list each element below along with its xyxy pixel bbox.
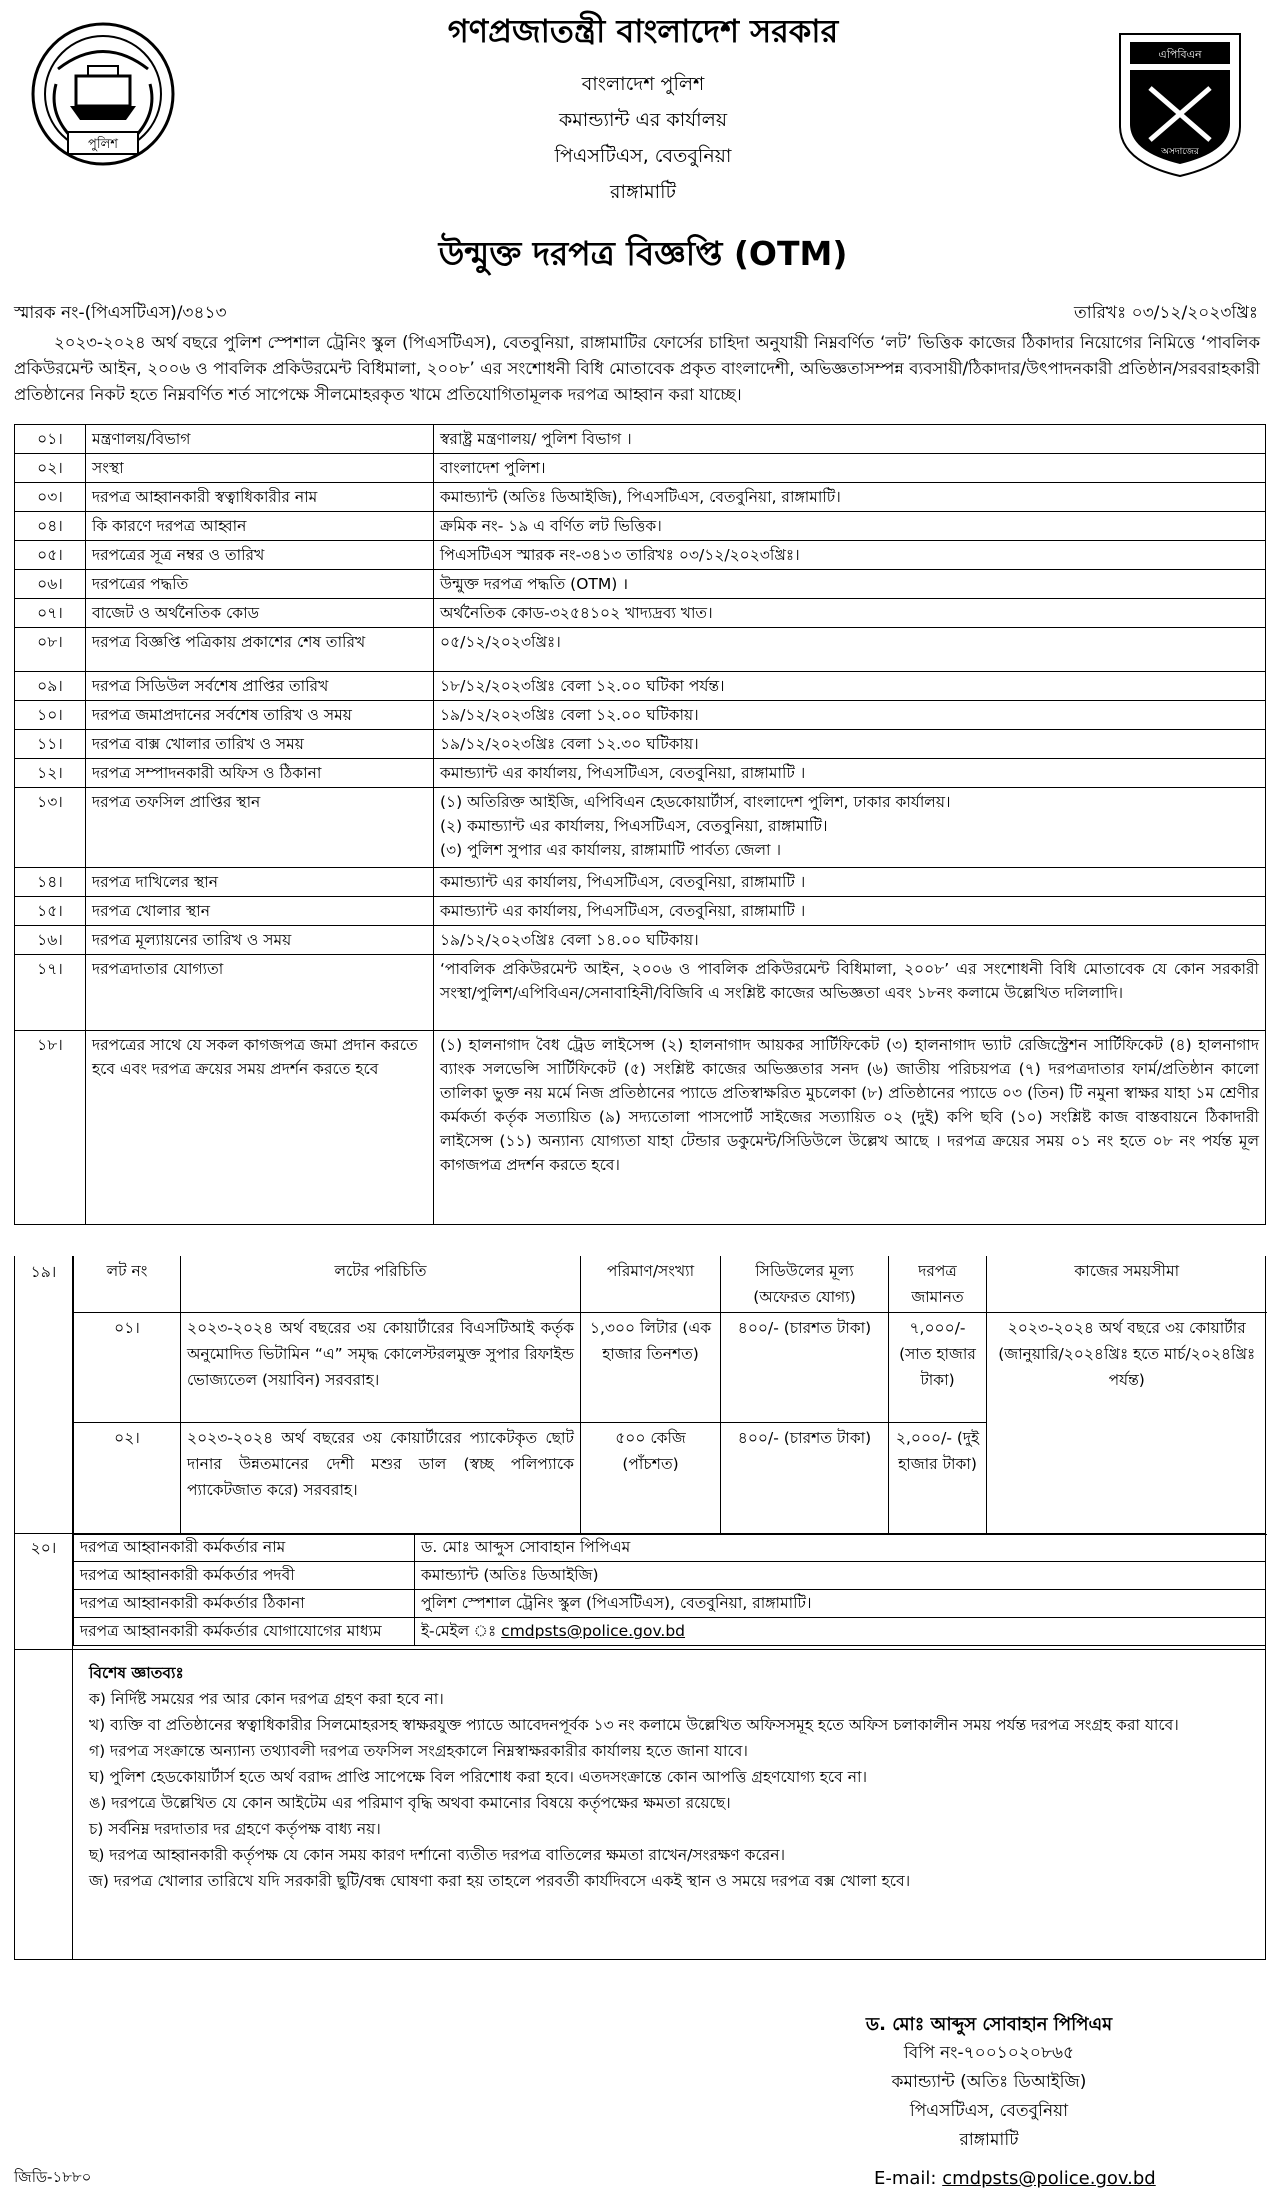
detail-row — [15, 599, 1266, 628]
officer-row — [74, 1618, 1267, 1646]
lot-header-desc: লটের পরিচিতি — [181, 1256, 581, 1313]
row-label: দরপত্রের সূত্র নম্বর ও তারিখ — [86, 541, 434, 570]
tender-notice-page — [14, 0, 1272, 2200]
detail-row — [15, 541, 1266, 570]
row-label: মন্ত্রণালয়/বিভাগ — [86, 425, 434, 454]
note-item: ঙ) দরপত্রে উল্লেখিত যে কোন আইটেম এর পরিমাণ বৃদ্ধি অথবা কমানোর বিষয়ে কর্তৃপক্ষের ক্ষমতা রয়েছে। — [89, 1794, 731, 1812]
row-label: দরপত্র বিজ্ঞপ্তি পত্রিকায় প্রকাশের শেষ তারিখ — [86, 628, 434, 672]
row-value: ‘পাবলিক প্রকিউরমেন্ট আইন, ২০০৬ ও পাবলিক প্রকিউরমেন্ট বিধিমালা, ২০০৮’ এর সংশোধনী বিধি মোতাবেক যে কোন সরকারী সংস্থা/পুলিশ/এপিবিএন/সেনাবাহিনী/বিজিবি এ সংশ্লিষ্ট কাজের অভিজ্ঞতা এবং ১৮নং কলামে উল্লেখিত দলিলাদি। — [434, 955, 1266, 1031]
row-value: বাংলাদেশ পুলিশ। — [434, 454, 1266, 483]
row-number: ০৬। — [15, 570, 86, 599]
signatory-district: রাঙ্গামাটি — [959, 2130, 1019, 2150]
lot-section — [14, 1256, 1266, 1534]
note-item: চ) সর্বনিম্ন দরদাতার দর গ্রহণে কর্তৃপক্ষ বাধ্য নয়। — [89, 1820, 381, 1838]
lot-header-price: সিডিউলের মূল্য (অফেরত যোগ্য) — [721, 1256, 889, 1313]
officer-row — [74, 1562, 1267, 1590]
detail-row — [15, 730, 1266, 759]
notice-date: তারিখঃ ০৩/১২/২০২৩খ্রিঃ — [1074, 303, 1258, 323]
row-label: কি কারণে দরপত্র আহ্বান — [86, 512, 434, 541]
note-item: ঘ) পুলিশ হেডকোয়ার্টার্স হতে অর্থ বরাদ্দ প্রাপ্তি সাপেক্ষে বিল পরিশোধ করা হবে। এতদসংক্রান্তে কোন আপত্তি গ্রহণযোগ্য হবে না। — [89, 1768, 867, 1786]
row-label: বাজেট ও অর্থনৈতিক কোড — [86, 599, 434, 628]
svg-text:এপিবিএন: এপিবিএন — [1158, 48, 1202, 61]
lot-header-security: দরপত্র জামানত — [889, 1256, 987, 1313]
row-label: দরপত্র বাক্স খোলার তারিখ ও সময় — [86, 730, 434, 759]
lot-desc: ২০২৩-২০২৪ অর্থ বছরের ৩য় কোয়ার্টারের প্যাকেটকৃত ছোট দানার উন্নতমানের দেশী মশুর ডাল (স্বচ্ছ পলিপ্যাকে প্যাকেটজাত করে) সরবরাহ। — [181, 1423, 581, 1535]
lot-security: ৭,০০০/- (সাত হাজার টাকা) — [889, 1313, 987, 1423]
row-label: দরপত্রদাতার যোগ্যতা — [86, 955, 434, 1031]
detail-row — [15, 759, 1266, 788]
officer-row — [74, 1534, 1267, 1562]
footer-email-label: E-mail: — [874, 2168, 937, 2189]
lot-price: ৪০০/- (চারশত টাকা) — [721, 1423, 889, 1535]
footer-email-link[interactable]: cmdpsts@police.gov.bd — [942, 2168, 1156, 2189]
officer-label: দরপত্র আহ্বানকারী কর্মকর্তার পদবী — [74, 1562, 415, 1590]
notice-title: উন্মুক্ত দরপত্র বিজ্ঞপ্তি (OTM) — [438, 234, 848, 273]
row-number: ০৯। — [15, 672, 86, 701]
detail-row — [15, 868, 1266, 897]
officer-contact — [415, 1618, 1267, 1646]
row-value: ০৫/১২/২০২৩খ্রিঃ। — [434, 628, 1266, 672]
detail-row — [15, 926, 1266, 955]
row-value: ১৯/১২/২০২৩খ্রিঃ বেলা ১২.৩০ ঘটিকায়। — [434, 730, 1266, 759]
row-value: অর্থনৈতিক কোড-৩২৫৪১০২ খাদ্যদ্রব্য খাত। — [434, 599, 1266, 628]
notes-left-frame — [14, 1650, 72, 1960]
officer-label: দরপত্র আহ্বানকারী কর্মকর্তার নাম — [74, 1534, 415, 1562]
detail-row — [15, 425, 1266, 454]
note-item: ক) নির্দিষ্ট সময়ের পর আর কোন দরপত্র গ্রহণ করা হবে না। — [89, 1690, 444, 1708]
row-value: পিএসটিএস স্মারক নং-৩৪১৩ তারিখঃ ০৩/১২/২০২৩খ্রিঃ। — [434, 541, 1266, 570]
detail-row — [15, 1031, 1266, 1225]
row-label: দরপত্র জমাপ্রদানের সর্বশেষ তারিখ ও সময় — [86, 701, 434, 730]
officer-section — [14, 1534, 1266, 1650]
memo-number: স্মারক নং-(পিএসটিএস)/৩৪১৩ — [14, 303, 227, 323]
row-label: দরপত্র আহ্বানকারী স্বত্বাধিকারীর নাম — [86, 483, 434, 512]
row-number: ১৮। — [15, 1031, 86, 1225]
header-line-1: বাংলাদেশ পুলিশ — [581, 73, 705, 95]
row-label: দরপত্র খোলার স্থান — [86, 897, 434, 926]
row-number: ০৮। — [15, 628, 86, 672]
header-line-2: কমান্ড্যান্ট এর কার্যালয় — [558, 109, 728, 131]
intro-paragraph: ২০২৩-২০২৪ অর্থ বছরে পুলিশ স্পেশাল ট্রেনিং স্কুল (পিএসটিএস), বেতবুনিয়া, রাঙ্গামাটির ফোর্সের চাহিদা অনুযায়ী নিম্নবর্ণিত ‘লট’ ভিত্তিক কাজের ঠিকাদার নিয়োগের নিমিত্তে ‘পাবলিক প্রকিউরমেন্ট আইন, ২০০৬ ও পাবলিক প্রকিউরমেন্ট বিধিমালা, ২০০৮’ এর সংশোধনী বিধি মোতাবেক প্রকৃত বাংলাদেশী, অভিজ্ঞতাসম্পন্ন ব্যবসায়ী/ঠিকাদার/উৎপাদনকারী প্রতিষ্ঠান/সরবরাহকারী প্রতিষ্ঠানের নিকট হতে নিম্নবর্ণিত শর্ত সাপেক্ষে সীলমোহরকৃত খামে প্রতিযোগিতামূলক দরপত্র আহ্বান করা যাচ্ছে। — [14, 333, 1260, 404]
svg-text:পুলিশ: পুলিশ — [88, 137, 118, 152]
note-item: জ) দরপত্র খোলার তারিখে যদি সরকারী ছুটি/বন্ধ ঘোষণা করা হয় তাহলে পরবর্তী কার্যদিবসে একই স্থান ও সময়ে দরপত্র বক্স খোলা হবে। — [89, 1872, 911, 1890]
lot-header-qty: পরিমাণ/সংখ্যা — [581, 1256, 721, 1313]
note-item: গ) দরপত্র সংক্রান্তে অন্যান্য তথ্যাবলী দরপত্র তফসিল সংগ্রহকালে নিম্নস্বাক্ষরকারীর কার্যালয় হতে জানা যাবে। — [89, 1742, 748, 1760]
row-label: দরপত্র সম্পাদনকারী অফিস ও ঠিকানা — [86, 759, 434, 788]
lot-period: ২০২৩-২০২৪ অর্থ বছরে ৩য় কোয়ার্টার (জানুয়ারি/২০২৪খ্রিঃ হতে মার্চ/২০২৪খ্রিঃ পর্যন্ত) — [987, 1313, 1267, 1535]
row-number: ০৭। — [15, 599, 86, 628]
tender-details-table — [14, 424, 1266, 1225]
officer-label: দরপত্র আহ্বানকারী কর্মকর্তার যোগাযোগের মাধ্যম — [74, 1618, 415, 1646]
lot-header-period: কাজের সময়সীমা — [987, 1256, 1267, 1313]
officer-value: কমান্ড্যান্ট (অতিঃ ডিআইজি) — [415, 1562, 1267, 1590]
detail-row — [15, 512, 1266, 541]
row-number: ০৪। — [15, 512, 86, 541]
row-label: দরপত্র সিডিউল সর্বশেষ প্রাপ্তির তারিখ — [86, 672, 434, 701]
row-label: দরপত্র মূল্যায়নের তারিখ ও সময় — [86, 926, 434, 955]
lot-header-row — [74, 1256, 1267, 1313]
email-prefix: ই-মেইল ঃ — [421, 1622, 497, 1640]
signatory-bp: বিপি নং-৭০০১০২০৮৬৫ — [903, 2043, 1075, 2063]
row-label: দরপত্রের সাথে যে সকল কাগজপত্র জমা প্রদান করতে হবে এবং দরপত্র ক্রয়ের সময় প্রদর্শন করতে হবে — [86, 1031, 434, 1225]
lot-qty: ১,৩০০ লিটার (এক হাজার তিনশত) — [581, 1313, 721, 1423]
lot-desc: ২০২৩-২০২৪ অর্থ বছরের ৩য় কোয়ার্টারের বিএসটিআই কর্তৃক অনুমোদিত ভিটামিন “এ” সমৃদ্ধ কোলেস্টরলমুক্ত সুপার রিফাইন্ড ভোজ্যতেল (সয়াবিন) সরবরাহ। — [181, 1313, 581, 1423]
row-value: কমান্ড্যান্ট (অতিঃ ডিআইজি), পিএসটিএস, বেতবুনিয়া, রাঙ্গামাটি। — [434, 483, 1266, 512]
row-value: কমান্ড্যান্ট এর কার্যালয়, পিএসটিএস, বেতবুনিয়া, রাঙ্গামাটি । — [434, 868, 1266, 897]
row-number: ১৫। — [15, 897, 86, 926]
lot-qty: ৫০০ কেজি (পাঁচশত) — [581, 1423, 721, 1535]
row-number: ১৭। — [15, 955, 86, 1031]
row-number: ০১। — [15, 425, 86, 454]
row-number: ১১। — [15, 730, 86, 759]
note-item: খ) ব্যক্তি বা প্রতিষ্ঠানের স্বত্বাধিকারীর সিলমোহরসহ স্বাক্ষরযুক্ত প্যাডে আবেদনপূর্বক ১৩ নং কলামে উল্লেখিত অফিসসমূহ হতে অফিস চলাকালীন সময় পর্যন্ত দরপত্র সংগ্রহ করা যাবে। — [89, 1716, 1179, 1734]
signatory-name: ড. মোঃ আব্দুস সোবাহান পিপিএম — [865, 2014, 1113, 2035]
lot-table — [73, 1256, 1267, 1535]
detail-row — [15, 897, 1266, 926]
row-label: দরপত্র দাখিলের স্থান — [86, 868, 434, 897]
police-emblem-logo — [28, 14, 178, 174]
officer-email-link[interactable]: cmdpsts@police.gov.bd — [501, 1622, 686, 1640]
row-number: ০৩। — [15, 483, 86, 512]
lot-no: ০২। — [74, 1423, 181, 1535]
row-value: কমান্ড্যান্ট এর কার্যালয়, পিএসটিএস, বেতবুনিয়া, রাঙ্গামাটি । — [434, 897, 1266, 926]
row-value: (১) হালনাগাদ বৈধ ট্রেড লাইসেন্স (২) হালনাগাদ আয়কর সার্টিফিকেট (৩) হালনাগাদ ভ্যাট রেজিস্ট্রেশন সার্টিফিকেট (৪) হালনাগাদ ব্যাংক সলভেন্সি সার্টিফিকেট (৫) সংশ্লিষ্ট কাজের অভিজ্ঞতার সনদ (৬) জাতীয় পরিচয়পত্র (৭) দরপত্রদাতার ফার্ম/প্রতিষ্ঠান কালো তালিকা ভুক্ত নয় মর্মে নিজ প্রতিষ্ঠানের প্যাডে প্রতিস্বাক্ষরিত মুচলেকা (৮) প্রতিষ্ঠানের প্যাডে ০৩ (তিন) টি নমুনা স্বাক্ষর যাহা ১ম শ্রেণীর কর্মকর্তা কর্তৃক সত্যায়িত (৯) সদ্যতোলা পাসপোর্ট সাইজের সত্যায়িত ০২ (দুই) কপি ছবি (১০) সংশ্লিষ্ট কাজ বাস্তবায়নে ঠিকাদারী লাইসেন্স (১১) অন্যান্য যোগ্যতা যাহা টেন্ডার ডকুমেন্ট/সিডিউলে উল্লেখ আছে । দরপত্র ক্রয়ের সময় ০১ নং হতে ০৮ নং পর্যন্ত মূল কাগজপত্র প্রদর্শন করতে হবে। — [434, 1031, 1266, 1225]
note-item: ছ) দরপত্র আহ্বানকারী কর্তৃপক্ষ যে কোন সময় কারণ দর্শানো ব্যতীত দরপত্র বাতিলের ক্ষমতা রাখেন/সংরক্ষণ করেন। — [89, 1846, 786, 1864]
lot-header-no: লট নং — [74, 1256, 181, 1313]
footer-email — [874, 2168, 1156, 2189]
row-number: ১০। — [15, 701, 86, 730]
lot-price: ৪০০/- (চারশত টাকা) — [721, 1313, 889, 1423]
officer-value: পুলিশ স্পেশাল ট্রেনিং স্কুল (পিএসটিএস), বেতবুনিয়া, রাঙ্গামাটি। — [415, 1590, 1267, 1618]
row-number: ১৬। — [15, 926, 86, 955]
government-title: গণপ্রজাতন্ত্রী বাংলাদেশ সরকার — [447, 12, 839, 50]
detail-row — [15, 570, 1266, 599]
row-number: ০৫। — [15, 541, 86, 570]
row-value: ক্রমিক নং- ১৯ এ বর্ণিত লট ভিত্তিক। — [434, 512, 1266, 541]
row-number: ১৩। — [15, 788, 86, 868]
officer-table — [73, 1534, 1266, 1646]
row-value: কমান্ড্যান্ট এর কার্যালয়, পিএসটিএস, বেতবুনিয়া, রাঙ্গামাটি । — [434, 759, 1266, 788]
gd-number: জিডি-১৮৮০ — [14, 2168, 92, 2186]
signature-block — [774, 2010, 1204, 2155]
detail-row — [15, 483, 1266, 512]
lot-section-number: ১৯। — [15, 1256, 73, 1533]
row-label: সংস্থা — [86, 454, 434, 483]
row-number: ১৪। — [15, 868, 86, 897]
header-line-3: পিএসটিএস, বেতবুনিয়া — [554, 145, 732, 167]
row-label: দরপত্র তফসিল প্রাপ্তির স্থান — [86, 788, 434, 868]
row-value: (১) অতিরিক্ত আইজি, এপিবিএন হেডকোয়ার্টার্স, বাংলাদেশ পুলিশ, ঢাকার কার্যালয়। (২) কমান্ড্যান্ট এর কার্যালয়, পিএসটিএস, বেতবুনিয়া, রাঙ্গামাটি। (৩) পুলিশ সুপার এর কার্যালয়, রাঙ্গামাটি পার্বত্য জেলা । — [434, 788, 1266, 868]
lot-no: ০১। — [74, 1313, 181, 1423]
detail-row — [15, 672, 1266, 701]
notes-title: বিশেষ জ্ঞাতব্যঃ — [89, 1664, 184, 1682]
special-notes — [72, 1650, 1266, 1960]
row-value: স্বরাষ্ট্র মন্ত্রণালয়/ পুলিশ বিভাগ । — [434, 425, 1266, 454]
header-line-4: রাঙ্গামাটি — [610, 181, 676, 203]
row-value: ১৯/১২/২০২৩খ্রিঃ বেলা ১২.০০ ঘটিকায়। — [434, 701, 1266, 730]
svg-text:অসদাজের: অসদাজের — [1161, 147, 1199, 157]
row-value: ১৮/১২/২০২৩খ্রিঃ বেলা ১২.০০ ঘটিকা পর্যন্ত। — [434, 672, 1266, 701]
officer-value: ড. মোঃ আব্দুস সোবাহান পিপিএম — [415, 1534, 1267, 1562]
signatory-office: পিএসটিএস, বেতবুনিয়া — [909, 2101, 1069, 2121]
row-value: ১৯/১২/২০২৩খ্রিঃ বেলা ১৪.০০ ঘটিকায়। — [434, 926, 1266, 955]
row-label: দরপত্রের পদ্ধতি — [86, 570, 434, 599]
detail-row — [15, 628, 1266, 672]
row-number: ০২। — [15, 454, 86, 483]
signatory-designation: কমান্ড্যান্ট (অতিঃ ডিআইজি) — [891, 2072, 1087, 2092]
apbn-shield-logo — [1114, 30, 1246, 180]
row-value: উন্মুক্ত দরপত্র পদ্ধতি (OTM) । — [434, 570, 1266, 599]
row-number: ১২। — [15, 759, 86, 788]
detail-row — [15, 701, 1266, 730]
officer-row — [74, 1590, 1267, 1618]
lot-row — [74, 1313, 1267, 1423]
lot-security: ২,০০০/- (দুই হাজার টাকা) — [889, 1423, 987, 1535]
detail-row — [15, 788, 1266, 868]
detail-row — [15, 454, 1266, 483]
officer-section-number: ২০। — [15, 1534, 73, 1649]
officer-label: দরপত্র আহ্বানকারী কর্মকর্তার ঠিকানা — [74, 1590, 415, 1618]
detail-row — [15, 955, 1266, 1031]
